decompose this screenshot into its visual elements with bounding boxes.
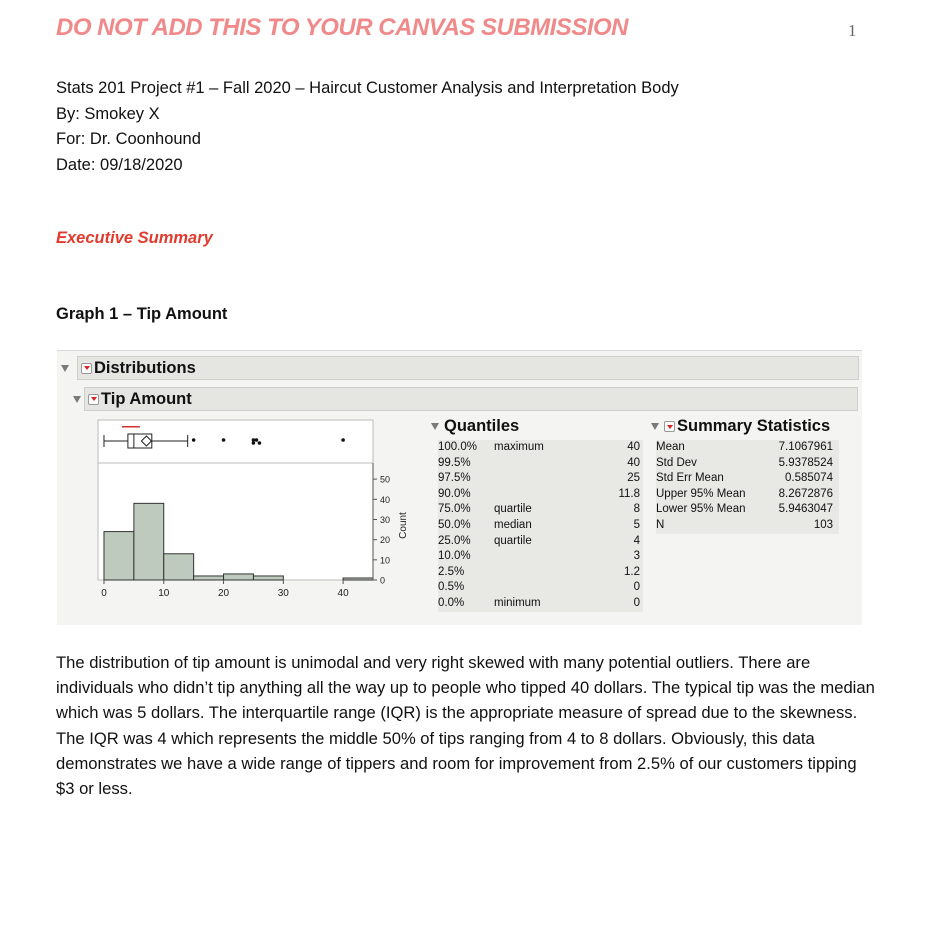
histogram-bar [253, 576, 283, 580]
quantile-value: 1.2 [624, 565, 640, 578]
date-line: Date: 09/18/2020 [56, 155, 183, 174]
histogram-bar [164, 554, 194, 580]
summary-stat-value: 0.585074 [785, 472, 833, 485]
disclosure-triangle-icon[interactable] [431, 423, 439, 430]
y-axis-tick-label: 30 [380, 514, 391, 525]
quantile-name [494, 487, 604, 503]
quantile-percent: 90.0% [438, 487, 471, 500]
quantile-name: quartile [494, 534, 532, 547]
quantile-name [494, 471, 604, 487]
summary-row [656, 518, 839, 534]
summary-stat-value: 5.9378524 [778, 456, 833, 469]
quantile-value: 8 [633, 503, 640, 516]
y-axis-tick-label: 0 [380, 575, 386, 586]
quantile-percent: 50.0% [438, 518, 471, 531]
outlier-point [192, 438, 196, 442]
quantile-row [438, 471, 643, 487]
summary-row [656, 471, 839, 487]
quantile-value: 3 [633, 550, 640, 563]
quantile-percent: 2.5% [438, 565, 465, 578]
page-number: 1 [848, 21, 857, 40]
quantiles-header[interactable] [431, 417, 519, 436]
summary-stat-name: Upper 95% Mean [656, 487, 746, 500]
summary-stat-name: Mean [656, 441, 685, 453]
quantile-row [438, 518, 643, 534]
histogram-bar [224, 574, 254, 580]
recipient-line: For: Dr. Coonhound [56, 130, 201, 148]
quantile-value: 5 [633, 518, 640, 531]
summary-statistics-header[interactable] [651, 417, 830, 436]
document-title: Stats 201 Project #1 – Fall 2020 – Haircut Customer Analysis and Interpretation Body [56, 79, 679, 97]
quantile-name: median [494, 518, 532, 531]
outlier-point [222, 438, 226, 442]
quantile-percent: 10.0% [438, 550, 471, 563]
quantile-name [494, 565, 604, 581]
x-axis-tick-label: 40 [337, 588, 349, 599]
quantile-value: 25 [627, 472, 640, 485]
y-axis-tick-label: 10 [380, 555, 391, 566]
quantile-row [438, 502, 643, 518]
quantile-row [438, 565, 643, 581]
quantile-row [438, 534, 643, 550]
quantile-row [438, 487, 643, 503]
summary-row [656, 487, 839, 503]
executive-summary-heading: Executive Summary [56, 229, 213, 247]
quantile-row [438, 596, 643, 612]
quantile-row [438, 580, 643, 596]
x-axis-tick-label: 0 [101, 588, 107, 599]
author-line: By: Smokey X [56, 104, 160, 123]
tip-histogram-chart [57, 351, 417, 625]
quantile-name [494, 549, 604, 565]
summary-stat-name: Lower 95% Mean [656, 503, 746, 516]
count-axis-label: Count [398, 512, 409, 539]
quantile-percent: 100.0% [438, 441, 478, 453]
quantile-percent: 25.0% [438, 534, 471, 547]
quantile-name: maximum [494, 441, 544, 453]
summary-stat-value: 5.9463047 [778, 503, 833, 516]
outlier-point [252, 441, 256, 445]
y-axis-tick-label: 40 [380, 494, 391, 505]
jmp-report [57, 350, 862, 625]
quantiles-table [438, 440, 643, 612]
graph-title: Graph 1 – Tip Amount [56, 305, 228, 323]
quantile-name: quartile [494, 503, 532, 516]
summary-row [656, 456, 839, 472]
quantile-percent: 99.5% [438, 456, 471, 469]
quantile-value: 0 [633, 596, 640, 609]
quantile-value: 40 [627, 456, 640, 469]
x-axis-tick-label: 20 [217, 588, 230, 599]
warning-banner: DO NOT ADD THIS TO YOUR CANVAS SUBMISSION [56, 14, 628, 41]
histogram-bar [194, 576, 224, 580]
outlier-point [341, 438, 345, 442]
summary-stat-value: 8.2672876 [778, 487, 833, 500]
summary-stat-name: Std Err Mean [656, 472, 724, 485]
tip-amount-label: Tip Amount [101, 389, 192, 408]
quantile-row [438, 456, 643, 472]
x-axis-tick-label: 10 [158, 588, 170, 599]
y-axis-tick-label: 20 [380, 535, 391, 546]
summary-stat-name: Std Dev [656, 456, 697, 469]
histogram-bar [343, 578, 373, 580]
quantile-value: 0 [633, 581, 640, 594]
y-axis-tick-label: 50 [380, 474, 391, 485]
iqr-box [128, 434, 152, 448]
disclosure-triangle-icon[interactable] [651, 423, 659, 430]
red-triangle-menu-icon[interactable] [664, 421, 675, 432]
quantile-row [438, 549, 643, 565]
quantile-percent: 97.5% [438, 472, 471, 485]
distributions-label: Distributions [94, 358, 196, 377]
quantile-value: 40 [627, 441, 640, 453]
shortest-half-bracket [122, 426, 140, 428]
summary-statistics-table [656, 440, 839, 534]
quantile-percent: 75.0% [438, 503, 471, 516]
summary-row [656, 440, 839, 456]
histogram-bar [134, 503, 164, 580]
summary-statistics-label: Summary Statistics [677, 417, 831, 435]
summary-row [656, 502, 839, 518]
histogram-bar [104, 532, 134, 580]
x-axis-tick-label: 30 [277, 588, 289, 599]
outlier-point [255, 438, 259, 442]
quantile-row [438, 440, 643, 456]
document-header [56, 76, 679, 178]
quantile-value: 11.8 [618, 487, 640, 500]
quantile-name [494, 456, 604, 472]
quantile-percent: 0.0% [438, 596, 465, 609]
quantile-value: 4 [633, 534, 640, 547]
quantile-percent: 0.5% [438, 581, 465, 594]
outlier-point [258, 441, 262, 445]
interpretation-paragraph: The distribution of tip amount is unimodal and very right skewed with many potential outliers. There are individuals who didn’t tip anything all the way up to people who tipped 40 dollars. The typical tip was the median which was 5 dollars. The interquartile range (IQR) is the appropriate measure of spread due to the skewness. The IQR was 4 which represents the middle 50% of tips ranging from 4 to 8 dollars. Obviously, this data demonstrates we have a wide range of tippers and room for improvement from 2.5% of our customers tipping $3 or less. [56, 653, 875, 799]
summary-stat-value: 103 [813, 518, 833, 531]
quantiles-label: Quantiles [444, 417, 520, 435]
summary-stat-value: 7.1067961 [778, 441, 833, 453]
quantile-name [494, 580, 604, 596]
summary-stat-name: N [656, 518, 665, 531]
quantile-name: minimum [494, 596, 541, 609]
